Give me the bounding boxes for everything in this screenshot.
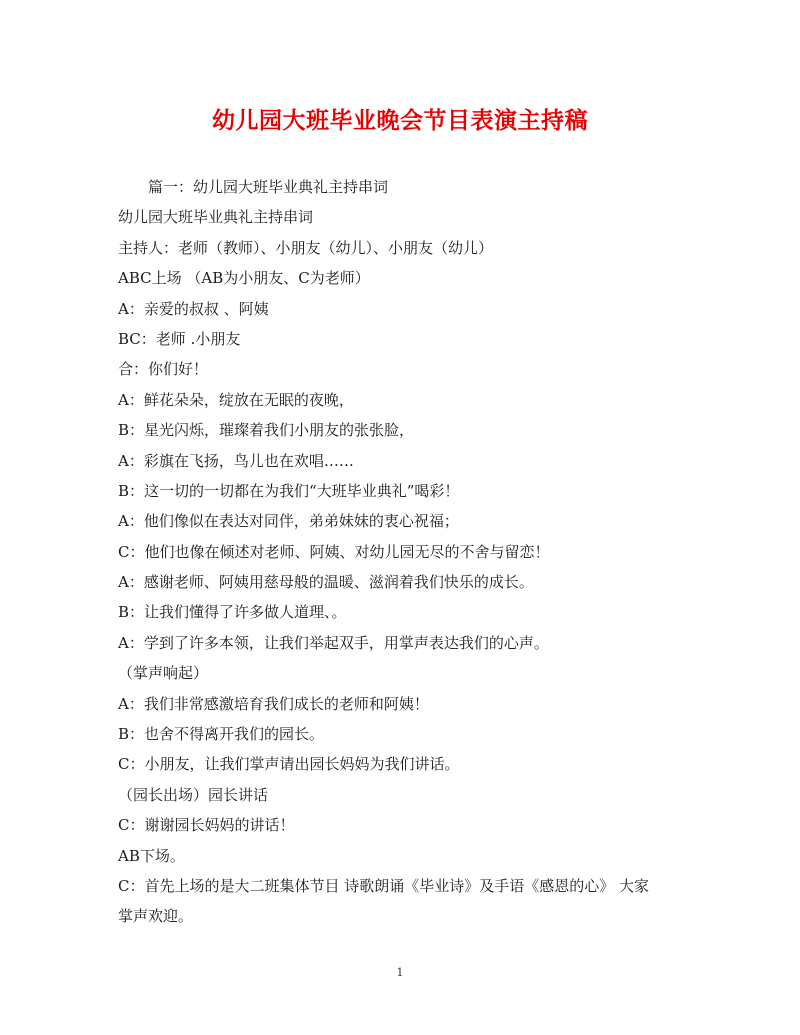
text-line: C：小朋友，让我们掌声请出园长妈妈为我们讲话。 (118, 755, 460, 774)
text-line: 主持人：老师（教师）、小朋友（幼儿）、小朋友（幼儿） (118, 238, 494, 257)
text-line: （掌声响起） (118, 664, 209, 683)
page-number: 1 (396, 966, 404, 979)
text-line: A：彩旗在飞扬，鸟儿也在欢唱…… (118, 451, 354, 470)
text-line: B：星光闪烁，璀璨着我们小朋友的张张脸， (118, 421, 415, 440)
text-line: 掌声欢迎。 (118, 907, 194, 926)
text-line: C：谢谢园长妈妈的讲话！ (118, 816, 295, 835)
text-line: A：鲜花朵朵，绽放在无眠的夜晚， (118, 390, 354, 409)
text-line: （园长出场）园长讲话 (118, 785, 269, 804)
document-title: 幼儿园大班毕业晚会节目表演主持稿 (212, 107, 588, 134)
text-line: ABC上场 （AB为小朋友、C为老师） (118, 269, 370, 288)
text-line: AB下场。 (118, 846, 185, 865)
text-line: B：这一切的一切都在为我们“大班毕业典礼”喝彩！ (118, 481, 460, 500)
text-line: A：他们像似在表达对同伴，弟弟妹妹的衷心祝福； (118, 512, 459, 531)
text-line: B：让我们懂得了许多做人道理、。 (118, 603, 347, 622)
text-line: C：他们也像在倾述对老师、阿姨、对幼儿园无尽的不舍与留恋！ (118, 542, 550, 561)
text-line: B：也舍不得离开我们的园长。 (118, 725, 325, 744)
text-line: BC：老师 .小朋友 (118, 329, 241, 348)
text-line: A：感谢老师、阿姨用慈母般的温暖、滋润着我们快乐的成长。 (118, 573, 534, 592)
text-line: 幼儿园大班毕业典礼主持串词 (118, 208, 314, 227)
document-body (118, 172, 698, 932)
text-line: A：学到了许多本领，让我们举起双手，用掌声表达我们的心声。 (118, 633, 549, 652)
text-line: 合：你们好！ (118, 360, 209, 379)
text-line: 篇一：幼儿园大班毕业典礼主持串词 (148, 178, 389, 196)
text-line: C：首先上场的是大二班集体节目 诗歌朗诵《毕业诗》及手语《感恩的心》 大家 (118, 876, 650, 895)
text-line: A：亲爱的叔叔 、阿姨 (118, 299, 269, 318)
text-line: A：我们非常感激培育我们成长的老师和阿姨！ (118, 694, 429, 713)
